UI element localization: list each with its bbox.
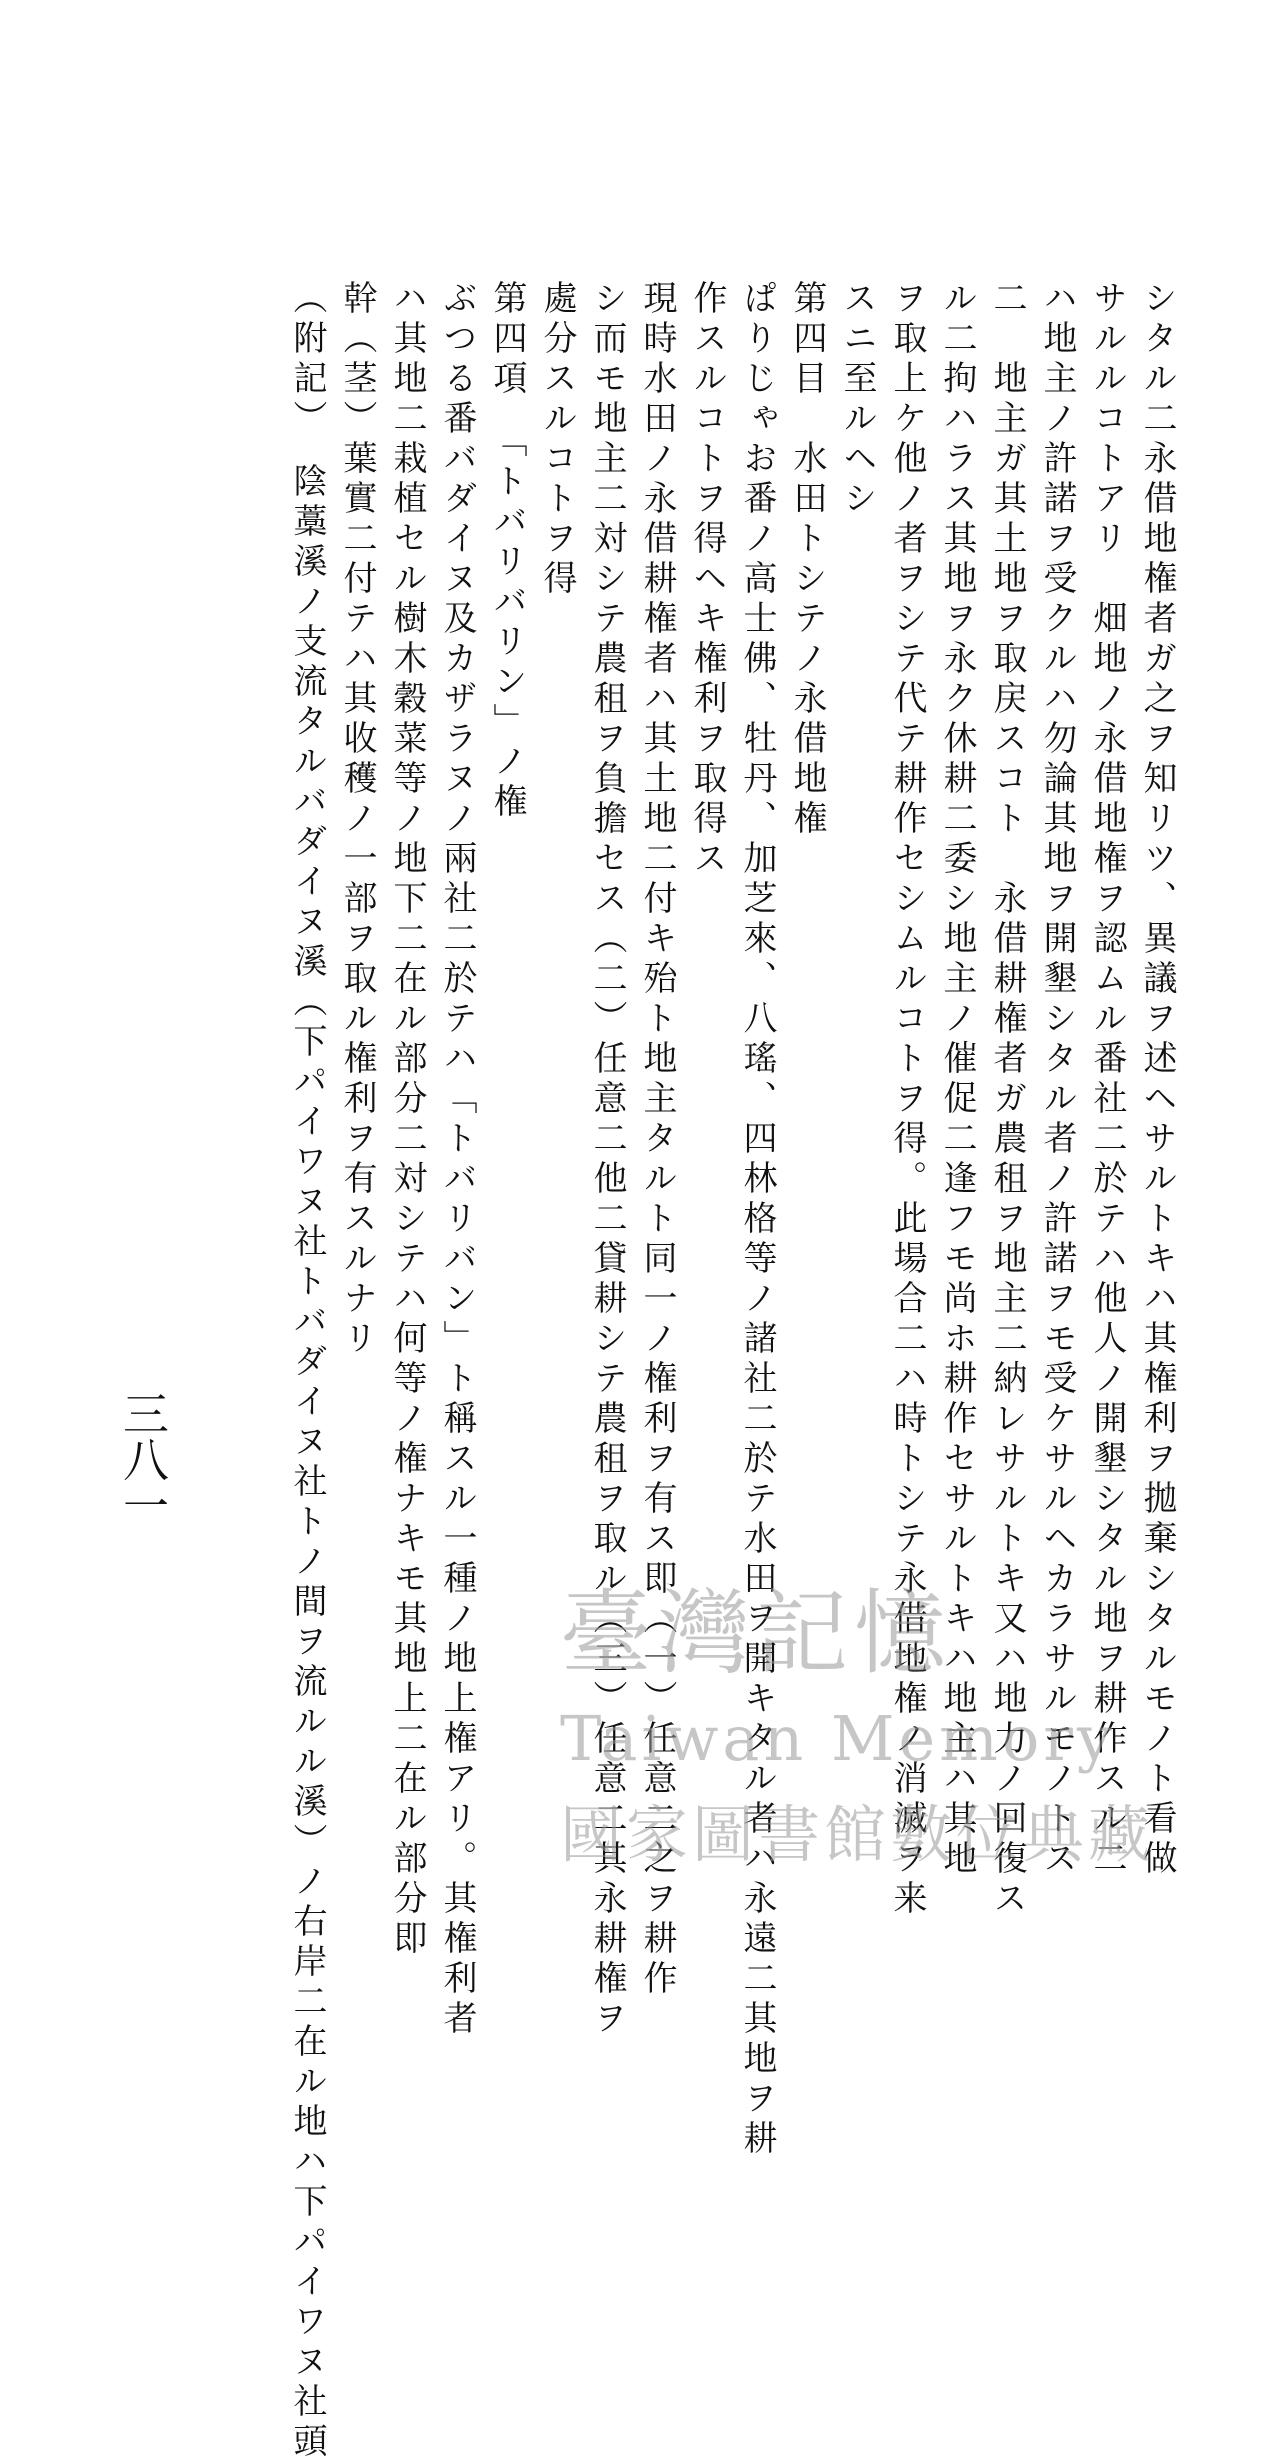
page-number: 三八一 — [116, 1390, 170, 1528]
text-column: シ而モ地主二対シテ農租ヲ負擔セス（二）任意二他二貸耕シテ農租ヲ取ル（三）任意二其永耕権ヲ — [587, 280, 627, 2040]
text-column: サルルコトアリ 畑地ノ永借地権ヲ認ムル番社二於テハ他人ノ開墾シタル地ヲ耕作スル二 — [1087, 280, 1127, 1880]
text-column: 處分スルコトヲ得 — [537, 280, 577, 600]
text-column: ぱりじゃお番ノ高士佛、牡丹、加芝來、八瑤、四林格等ノ諸社二於テ水田ヲ開キタル者ハ永遠二其地ヲ耕 — [737, 280, 777, 2160]
text-column: 幹（茎）葉實二付テハ其收穫ノ一部ヲ取ル権利ヲ有スルナリ — [337, 280, 377, 1360]
text-column: 作スルコトヲ得ヘキ権利ヲ取得ス — [687, 280, 727, 880]
text-column: （附記） 陰藁溪ノ支流タルバダイヌ溪（下パイワヌ社トバダイヌ社トノ間ヲ流ルル溪）ノ右岸二在ル地ハ下パイワヌ社頭 — [287, 280, 327, 2463]
text-column: 現時水田ノ永借耕権者ハ其土地二付キ殆ト地主タルト同一ノ権利ヲ有ス即（一）任意二之ヲ耕作 — [637, 280, 677, 2000]
text-column: ハ其地二栽植セル樹木穀菜等ノ地下二在ル部分二対シテハ何等ノ権ナキモ其地上二在ル部分即 — [387, 280, 427, 1960]
text-column: ル二拘ハラス其地ヲ永ク休耕二委シ地主ノ催促二逢フモ尚ホ耕作セサルトキハ地主ハ其地 — [937, 280, 977, 1880]
heading-column: 第四項 「トバリバリン」ノ権 — [487, 280, 527, 823]
watermark-title: 臺灣記憶 — [560, 1580, 953, 1687]
text-column: シタル二永借地権者ガ之ヲ知リツ、異議ヲ述ヘサルトキハ其権利ヲ拋棄シタルモノト看做 — [1137, 280, 1177, 1880]
watermark-subtitle: 國家圖書館數位典藏 — [560, 1798, 1155, 1871]
text-column: 二 地主ガ其土地ヲ取戻スコト 永借耕権者ガ農租ヲ地主二納レサルトキ又ハ地力ノ回復ス — [987, 280, 1027, 1920]
text-column: スニ至ルヘシ — [837, 280, 877, 520]
watermark — [560, 1560, 1200, 1874]
watermark-english: Taiwan Memory — [560, 1702, 1116, 1775]
text-column: ぶつる番バダイヌ及カザラヌノ兩社二於テハ「トバリバン」ト稱スル一種ノ地上権アリ。其権利者 — [437, 280, 477, 2040]
heading-column: 第四目 水田トシテノ永借地権 — [787, 280, 827, 840]
text-column: ヲ取上ケ他ノ者ヲシテ代テ耕作セシムルコトヲ得。此場合二ハ時トシテ永借地権ノ消滅ヲ来 — [887, 280, 927, 1920]
text-column: ハ地主ノ許諾ヲ受クルハ勿論其地ヲ開墾シタル者ノ許諾ヲモ受ケサルヘカラサルモノトス — [1037, 280, 1077, 1880]
